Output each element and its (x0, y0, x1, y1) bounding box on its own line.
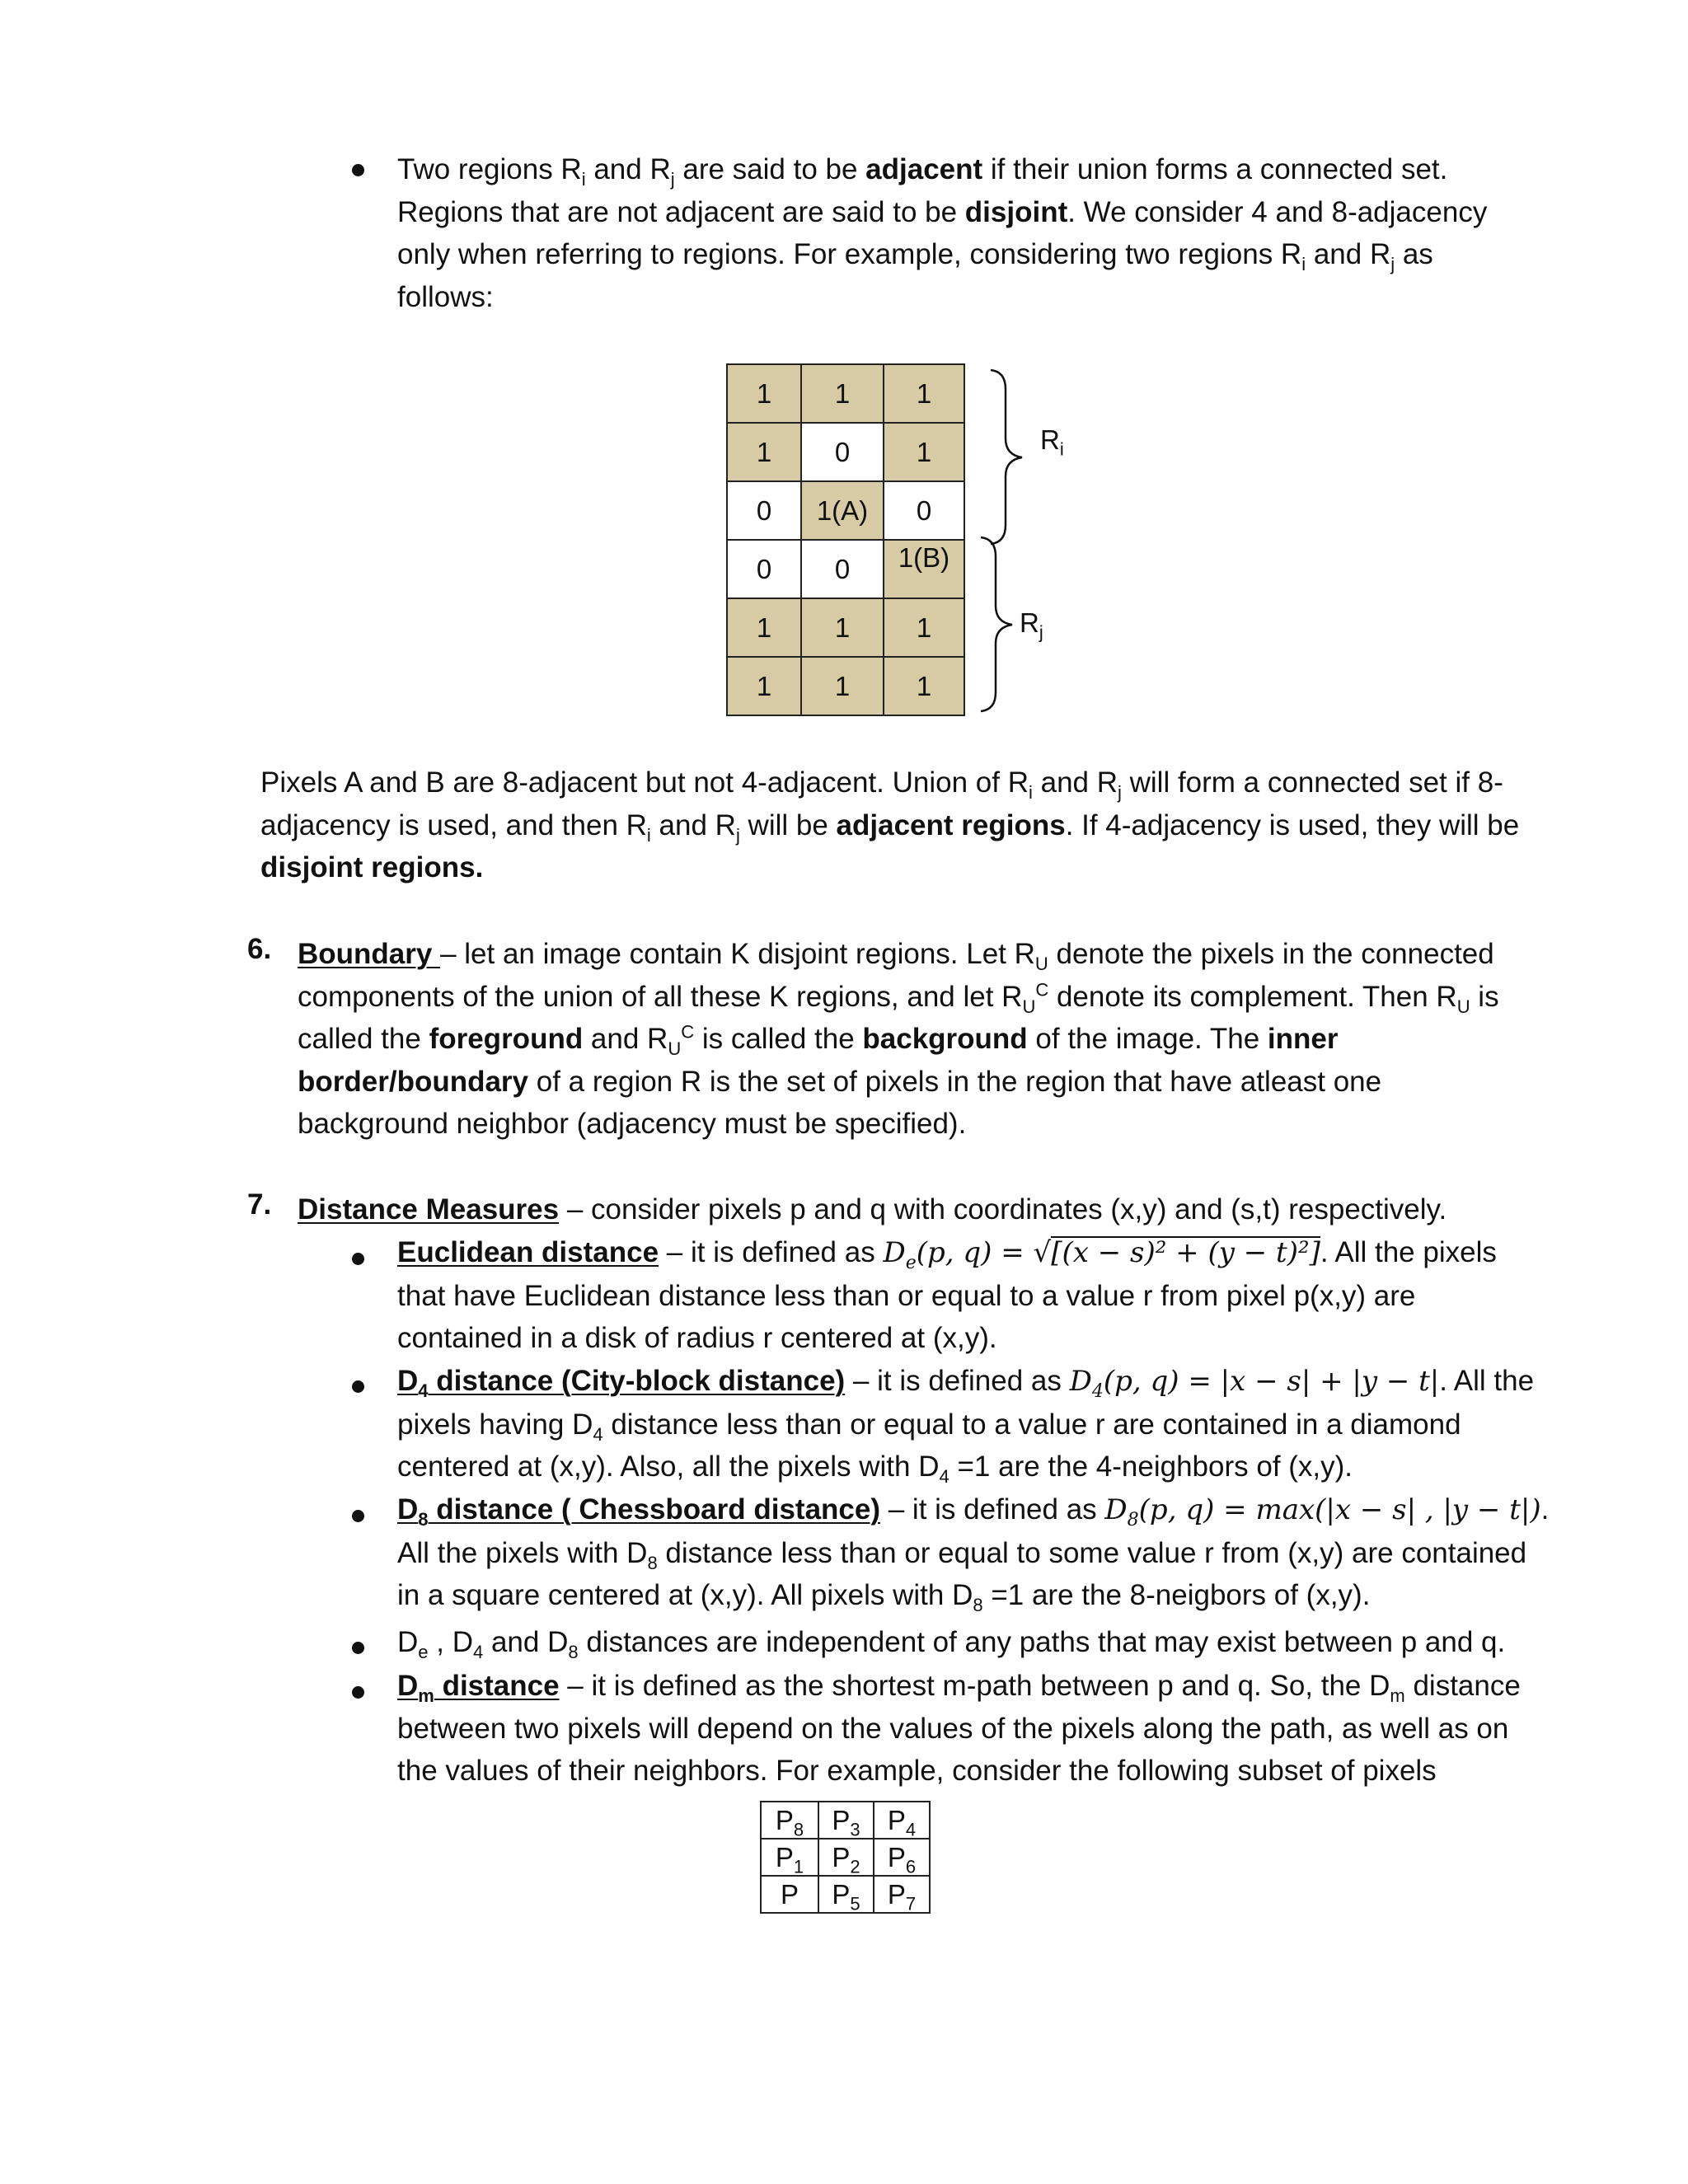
region-grid (726, 363, 965, 716)
grid-cell: 1 (884, 657, 964, 715)
section-number: 7. (247, 1188, 272, 1221)
grid-row (727, 540, 964, 598)
paragraph-line: only when referring to regions. For example, considering two regions $R_i$ and $R_j$ as (397, 238, 1433, 274)
grid-cell: 1 (727, 364, 801, 423)
bullet-dot (352, 1510, 364, 1522)
grid-cell: 1 (884, 598, 964, 657)
grid-row (761, 1802, 930, 1839)
d8-formula: $D_8(p$, q) = max(|x − s| , |y − t|) (1104, 1493, 1541, 1530)
section-number: 6. (247, 933, 272, 965)
grid-cell: $P_6$ (874, 1839, 930, 1876)
paragraph-line: pixels having $D_4$ distance less than or equal to a value r are contained in a diamond (397, 1408, 1461, 1445)
adjacency-bullet-text (397, 148, 1551, 318)
paragraph-line: the values of their neighbors. For example, consider the following subset of pixels (397, 1755, 1437, 1787)
paragraph-line: Pixels A and B are 8-adjacent but not 4-adjacent. Union of $R_i$ and $R_j$ will form a connected set if 8- (260, 766, 1503, 803)
grid-cell: 1 (801, 364, 884, 423)
paragraph-line: background neighbor (adjacency must be specified). (298, 1108, 967, 1140)
bullet-dot (352, 1380, 364, 1393)
grid-row (761, 1839, 930, 1876)
paragraph-line: $D_m$ distance – it is defined as the shortest m-path between p and q. So, the $D_m$ distance (397, 1670, 1521, 1706)
grid-row (761, 1876, 930, 1913)
grid-row (727, 364, 964, 423)
grid-cell: $P_1$ (761, 1839, 818, 1876)
grid-cell: 0 (727, 481, 801, 540)
pixels-paragraph (260, 762, 1546, 889)
grid-cell: 0 (801, 423, 884, 481)
grid-cell: $P_4$ (874, 1802, 930, 1839)
euclidean-formula: $D_e(p$, q) = √[(x − s)² + (y − t)²] (883, 1236, 1320, 1273)
paragraph-line: All the pixels with $D_8$ distance less than or equal to some value r from (x,y) are contained (397, 1536, 1527, 1573)
grid-cell: $P_3$ (818, 1802, 874, 1839)
grid-cell: 1 (801, 657, 884, 715)
grid-cell: 1 (727, 657, 801, 715)
grid-row (727, 598, 964, 657)
bullet-dot (352, 1253, 364, 1265)
grid-row (727, 423, 964, 481)
paragraph-line: disjoint regions. (260, 851, 484, 883)
paragraph-line: Euclidean distance – it is defined as $D_e(p$, q) = √[(x − s)² + (y − t)²]. All the pixels (397, 1236, 1497, 1273)
bullet-dot (352, 1642, 364, 1654)
paragraph-line: Two regions $R_i$ and $R_j$ are said to be adjacent if their union forms a connected set. (397, 153, 1448, 190)
paragraph-line: between two pixels will depend on the values of the pixels along the path, as well as on (397, 1712, 1509, 1745)
section-title: Distance Measures (298, 1193, 560, 1226)
paragraph-line: $D_8$ distance ( Chessboard distance) – it is defined as $D_8(p$, q) = max(|x − s| , |y − t|). (397, 1493, 1550, 1530)
bullet-dot (352, 1686, 364, 1699)
grid-cell: 0 (801, 540, 884, 598)
independence-bullet (397, 1621, 1568, 1664)
grid-row (727, 657, 964, 715)
grid-cell: 1 (884, 364, 964, 423)
paragraph-line: Regions that are not adjacent are said to be disjoint. We consider 4 and 8-adjacency (397, 195, 1488, 228)
d4-bullet (397, 1360, 1568, 1488)
label-rj: $R_j$ (1020, 607, 1043, 643)
brace-rj (979, 536, 1020, 713)
grid-row (727, 481, 964, 540)
paragraph-line: Boundary – let an image contain K disjoint regions. Let $R_U$ denote the pixels in the connected (298, 938, 1494, 974)
grid-cell: 1 (884, 423, 964, 481)
paragraph-line: border/boundary of a region R is the set of pixels in the region that have atleast one (298, 1065, 1382, 1098)
grid-cell: $P_5$ (818, 1876, 874, 1913)
grid-cell-b: 1(B) (884, 540, 964, 598)
grid-cell: $P_8$ (761, 1802, 818, 1839)
grid-cell: 1 (801, 598, 884, 657)
dm-bullet (397, 1665, 1568, 1793)
paragraph-line: in a square centered at (x,y). All pixels with $D_8 =1$ are the 8-neigbors of (x,y). (397, 1579, 1371, 1615)
pixel-subset-grid (760, 1801, 931, 1914)
paragraph-line: $D_4$ distance (City-block distance) – it is defined as $D_4(p$, q) = |x − s| + |y − t|. All the (397, 1365, 1535, 1402)
d8-bullet (397, 1488, 1584, 1617)
paragraph-line: centered at (x,y). Also, all the pixels with $D_4 =1$ are the 4-neighbors of (x,y). (397, 1451, 1353, 1487)
paragraph-line: contained in a disk of radius r centered at (x,y). (397, 1322, 997, 1354)
grid-cell: 1 (727, 598, 801, 657)
paragraph-line: components of the union of all these K regions, and let $R_U^C$ denote its complement. Then $R_U$ is (298, 978, 1499, 1017)
label-ri: $R_i$ (1040, 424, 1064, 460)
grid-cell-a: 1(A) (801, 481, 884, 540)
euclidean-bullet (397, 1231, 1568, 1360)
paragraph-line: adjacency is used, and then $R_i$ and $R_j$ will be adjacent regions. If 4-adjacency is used, they will be (260, 808, 1520, 846)
section-6-boundary (298, 933, 1550, 1146)
paragraph-line: Distance Measures – consider pixels p and q with coordinates (x,y) and (s,t) respectively. (298, 1193, 1447, 1226)
d4-formula: $D_4(p$, q) = |x − s| + |y − t| (1069, 1365, 1440, 1402)
bullet-dot (352, 164, 364, 176)
paragraph-line: called the foreground and $R_U^C$ is called the background of the image. The inner (298, 1021, 1339, 1059)
grid-cell: 0 (727, 540, 801, 598)
paragraph-line: that have Euclidean distance less than or equal to a value r from pixel p(x,y) are (397, 1279, 1416, 1312)
grid-cell: 0 (884, 481, 964, 540)
section-7-heading (298, 1188, 1550, 1231)
grid-cell: P (761, 1876, 818, 1913)
paragraph-line: follows: (397, 280, 494, 313)
grid-cell: $P_2$ (818, 1839, 874, 1876)
brace-ri (989, 368, 1030, 546)
paragraph-line: $D_e$ , $D_4$ and $D_8$ distances are independent of any paths that may exist between p and q. (397, 1626, 1506, 1662)
grid-cell: $P_7$ (874, 1876, 930, 1913)
section-title: Boundary (298, 938, 441, 970)
grid-cell: 1 (727, 423, 801, 481)
